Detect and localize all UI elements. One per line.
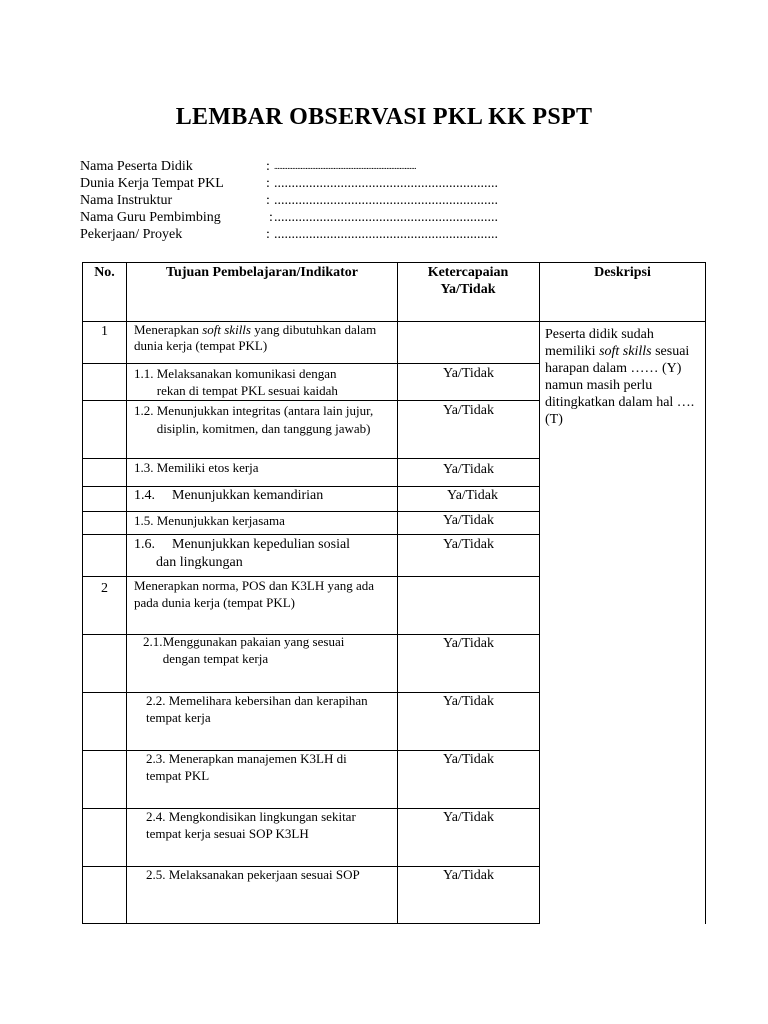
description-emphasis: soft skills [599,344,652,359]
achievement-value[interactable]: Ya/Tidak [443,694,494,709]
info-label: Nama Instruktur [80,193,173,208]
achievement-value[interactable]: Ya/Tidak [443,868,494,883]
indicator-number: 2.1. [143,634,163,649]
info-label: Dunia Kerja Tempat PKL [80,176,224,191]
info-label: Nama Peserta Didik [80,159,193,174]
indicator-number: 2.3. [146,751,166,766]
indicator-text: Memiliki etos kerja [156,460,259,475]
achievement-value[interactable]: Ya/Tidak [443,462,494,477]
indicator-number: 1.4. [134,488,155,503]
header-ketercapaian: Ketercapaian Ya/Tidak [427,265,509,297]
section-title-emphasis: soft skills [202,322,251,337]
indicator-item [146,750,361,784]
achievement-value[interactable]: Ya/Tidak [447,488,498,503]
indicator-text: Menunjukkan kepedulian sosial dan lingkungan [156,537,351,570]
indicator-number: 2.5. [146,867,166,882]
identity-block [80,158,498,243]
indicator-text: Menerapkan manajemen K3LH di tempat PKL [146,751,347,783]
indicator-item [134,459,394,476]
table-border-right [705,262,706,924]
achievement-value[interactable]: Ya/Tidak [443,366,494,381]
indicator-number: 1.2. [134,403,154,418]
info-row-peserta [80,158,498,175]
achievement-value[interactable]: Ya/Tidak [443,403,494,418]
info-colon: : [266,227,270,242]
indicator-item [134,365,394,399]
info-value-field[interactable]: ................................................................ [274,176,498,191]
indicator-item [146,808,394,842]
indicator-item [134,402,394,437]
table-border-top [82,262,706,263]
indicator-item [134,512,394,529]
section-title-text: Menerapkan [134,322,203,337]
info-value-field[interactable]: ................................................................ [274,227,498,242]
info-label: Nama Guru Pembimbing [80,210,221,225]
table-col-divider [539,262,540,924]
header-no: No. [94,265,115,280]
info-row-pekerjaan [80,226,498,243]
page-title: LEMBAR OBSERVASI PKL KK PSPT [175,104,593,130]
indicator-number: 1.1. [134,366,154,381]
info-row-dunia-kerja [80,175,498,192]
table-border-bottom [82,923,540,924]
indicator-number: 1.5. [134,513,154,528]
achievement-value[interactable]: Ya/Tidak [443,537,494,552]
info-value-field[interactable]: ...................................................................................... [274,161,416,171]
indicator-item [143,633,393,667]
achievement-value[interactable]: Ya/Tidak [443,636,494,651]
row-divider [82,400,540,401]
info-colon: : [266,176,270,191]
indicator-text: Melaksanakan komunikasi dengan rekan di tempat PKL sesuai kaidah [156,366,338,398]
row-divider [82,363,540,364]
indicator-text: Menunjukkan kemandirian [172,488,324,503]
header-deskripsi: Deskripsi [594,265,651,280]
indicator-text: Melaksanakan pekerjaan sesuai SOP [168,867,360,882]
indicator-item [146,692,394,726]
achievement-value[interactable]: Ya/Tidak [443,810,494,825]
achievement-value[interactable]: Ya/Tidak [443,752,494,767]
indicator-number: 2.2. [146,693,166,708]
indicator-text: Menunjukkan kerjasama [156,513,285,528]
indicator-item [134,487,394,504]
description-text [545,326,703,428]
info-value-field[interactable]: ................................................................ [274,193,498,208]
header-tujuan: Tujuan Pembelajaran/Indikator [165,265,358,280]
indicator-item [146,866,394,883]
row-divider [82,534,540,535]
indicator-text: Menggunakan pakaian yang sesuai dengan tempat kerja [162,634,345,666]
info-label: Pekerjaan/ Proyek [80,227,183,242]
section-number: 1 [101,324,108,339]
description-text-part: sesuai harapan dalam …… (Y) namun masih perlu ditingkatkan dalam hal …. (T) [545,344,695,427]
indicator-number: 2.4. [146,809,166,824]
indicator-item [134,536,394,572]
indicator-number: 1.6. [134,537,155,552]
section-title-text: yang dibutuhkan dalam dunia kerja (tempat PKL) [134,322,377,353]
section-title [134,322,394,354]
indicator-number: 1.3. [134,460,154,475]
section-number: 2 [101,581,108,596]
info-value-field[interactable]: ................................................................ [274,210,498,225]
info-colon: : [266,193,270,208]
info-row-instruktur [80,192,498,209]
info-colon: : [269,210,273,225]
info-row-guru [80,209,498,226]
indicator-text: Menunjukkan integritas (antara lain jujur, disiplin, komitmen, dan tanggung jawab) [156,403,374,436]
description-text-part: Peserta didik sudah memiliki [545,327,654,359]
achievement-value[interactable]: Ya/Tidak [443,513,494,528]
observation-table [82,262,707,924]
indicator-text: Memelihara kebersihan dan kerapihan tempat kerja [146,693,368,725]
indicator-text: Mengkondisikan lingkungan sekitar tempat kerja sesuai SOP K3LH [146,809,356,841]
info-colon: : [266,159,270,174]
table-col-divider [126,262,127,924]
section-title: Menerapkan norma, POS dan K3LH yang ada pada dunia kerja (tempat PKL) [134,578,375,610]
